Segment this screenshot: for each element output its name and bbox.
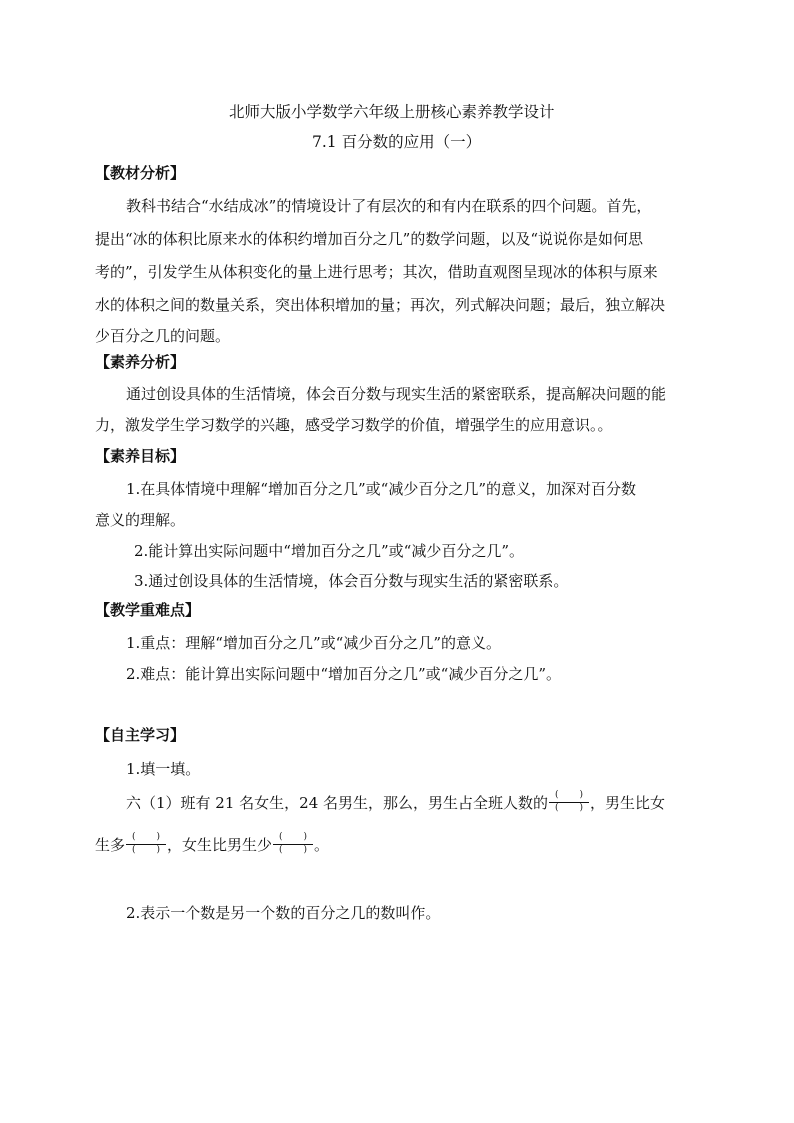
fraction-blank[interactable] bbox=[273, 831, 313, 855]
section-heading-key-points: 【教学重难点】 bbox=[95, 601, 201, 619]
paragraph-line: 通过创设具体的生活情境，体会百分数与现实生活的紧密联系，提高解决问题的能 bbox=[126, 385, 667, 403]
goal-item: 3.通过创设具体的生活情境，体会百分数与现实生活的紧密联系。 bbox=[134, 572, 569, 590]
exercise-label: 1.填一填。 bbox=[126, 760, 201, 778]
fraction-denominator: ( ) bbox=[279, 844, 308, 855]
paragraph-line: 教科书结合“水结成冰”的情境设计了有层次的和有内在联系的四个问题。首先， bbox=[126, 197, 652, 215]
paragraph-line: 力，激发学生学习数学的兴趣，感受学习数学的价值，增强学生的应用意识。。 bbox=[95, 416, 613, 434]
key-point-item: 1.重点：理解“增加百分之几”或“减少百分之几”的意义。 bbox=[126, 634, 501, 652]
document-title: 北师大版小学数学六年级上册核心素养教学设计 bbox=[229, 103, 555, 121]
paragraph-line: 提出“冰的体积比原来水的体积约增加百分之几”的数学问题，以及“说说你是如何思 bbox=[95, 230, 644, 248]
question-text: 六（1）班有 21 名女生，24 名男生，那么，男生占全班人数的 bbox=[126, 794, 549, 812]
exercise-question-line-2 bbox=[95, 831, 330, 857]
goal-item: 1.在具体情境中理解“增加百分之几”或“减少百分之几”的意义，加深对百分数 bbox=[126, 480, 636, 498]
fraction-blank[interactable] bbox=[549, 789, 589, 813]
question-text: ，男生比女 bbox=[590, 794, 666, 812]
question-text: ，女生比男生少 bbox=[167, 836, 273, 854]
exercise-question-line-1 bbox=[126, 789, 666, 815]
section-heading-material-analysis: 【教材分析】 bbox=[95, 164, 186, 182]
section-heading-literacy-analysis: 【素养分析】 bbox=[95, 353, 186, 371]
paragraph-line: 意义的理解。 bbox=[95, 511, 186, 529]
document-subtitle: 7.1 百分数的应用（一） bbox=[312, 133, 482, 151]
fraction-denominator: ( ) bbox=[132, 844, 161, 855]
key-point-item: 2.难点：能计算出实际问题中“增加百分之几”或“减少百分之几”。 bbox=[126, 665, 561, 683]
exercise-item-2: 2.表示一个数是另一个数的百分之几的数叫作。 bbox=[126, 904, 441, 922]
section-heading-self-study: 【自主学习】 bbox=[95, 726, 186, 744]
fraction-blank[interactable] bbox=[126, 831, 166, 855]
fraction-numerator: ( ) bbox=[273, 834, 313, 845]
question-text: 生多 bbox=[95, 836, 126, 854]
fraction-numerator: ( ) bbox=[549, 792, 589, 803]
paragraph-line: 考的”，引发学生从体积变化的量上进行思考；其次，借助直观图呈现冰的体积与原来 bbox=[95, 263, 658, 281]
goal-item: 2.能计算出实际问题中“增加百分之几”或“减少百分之几”。 bbox=[134, 542, 524, 560]
paragraph-line: 水的体积之间的数量关系，突出体积增加的量；再次，列式解决问题；最后，独立解决 bbox=[95, 296, 666, 314]
fraction-numerator: ( ) bbox=[126, 834, 166, 845]
section-heading-literacy-goals: 【素养目标】 bbox=[95, 447, 186, 465]
question-text: 。 bbox=[314, 836, 330, 854]
paragraph-line: 少百分之几的问题。 bbox=[95, 327, 231, 345]
fraction-denominator: ( ) bbox=[555, 802, 584, 813]
